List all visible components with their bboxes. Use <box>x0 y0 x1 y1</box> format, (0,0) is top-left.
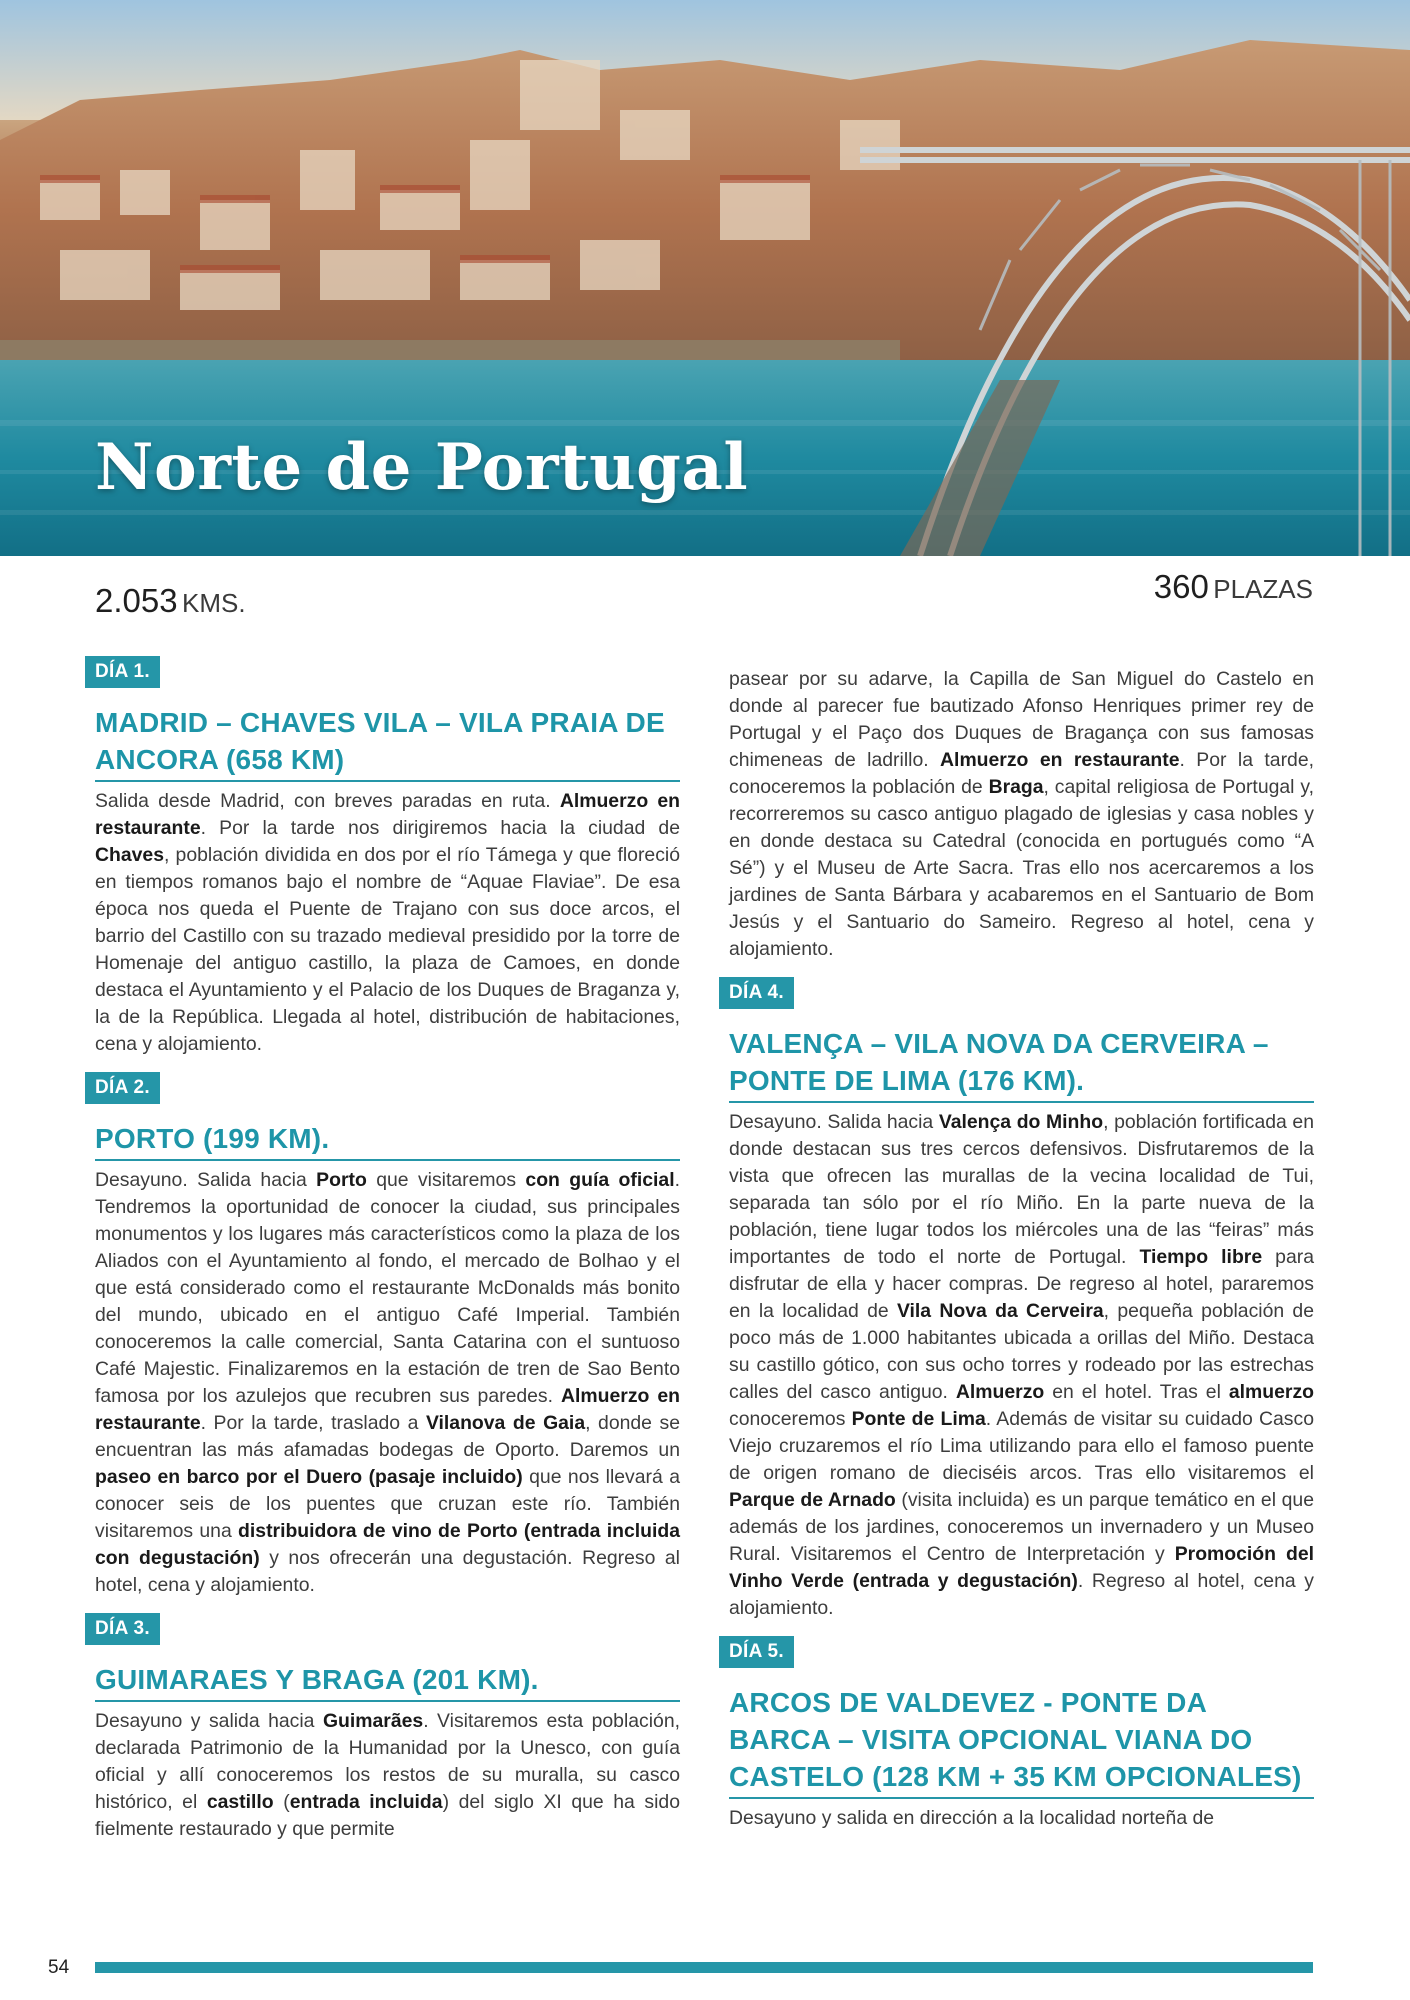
distance-value: 2.053 <box>95 582 178 619</box>
hero-banner <box>0 0 1410 556</box>
day-3-section <box>95 1613 680 1843</box>
bold-highlight: Vila Nova da Cerveira <box>896 1300 1104 1322</box>
bold-highlight: distribuidora de vino de Porto (entrada incluida con degustación) <box>95 1520 680 1569</box>
seats-value: 360 <box>1153 568 1209 605</box>
bold-highlight: Chaves <box>95 844 164 866</box>
day-2-description: Desayuno. Salida hacia Porto que visitaremos con guía oficial. Tendremos la oportunidad de conocer la ciudad, sus principales monumentos y los lugares más característicos como la plaza de los Aliados con el Ayuntamiento al fondo, el mercado de Bolhao y el que está considerado como el restaurante McDonalds más bonito del mundo, ubicado en el antiguo Café Imperial. También conoceremos la calle comercial, Santa Catarina con el suntuoso Café Majestic. Finalizaremos en la estación de tren de Sao Bento famosa por los azulejos que recubren sus paredes. Almuerzo en restaurante. Por la tarde, traslado a Vilanova de Gaia, donde se encuentran las más afamadas bodegas de Oporto. Daremos un paseo en barco por el Duero (pasaje incluido) que nos llevará a conocer seis de los puentes que cruzan este río. También visitaremos una distribuidora de vino de Porto (entrada incluida con degustación) y nos ofrecerán una degustación. Regreso al hotel, cena y alojamiento. <box>95 1169 680 1596</box>
day-5-badge: DÍA 5. <box>719 1636 794 1668</box>
day-4-badge: DÍA 4. <box>719 977 794 1009</box>
bold-highlight: Valença do Minho <box>938 1111 1104 1133</box>
bold-highlight: castillo <box>206 1791 274 1813</box>
itinerary-left-column <box>95 656 680 1857</box>
distance-stat <box>95 582 246 620</box>
bold-highlight: Guimarães <box>322 1710 424 1732</box>
bold-highlight: Porto <box>316 1169 367 1191</box>
distance-unit: KMS. <box>182 588 246 618</box>
page-title: Norte de Portugal <box>95 430 749 505</box>
day-1-description: Salida desde Madrid, con breves paradas en ruta. Almuerzo en restaurante. Por la tarde nos dirigiremos hacia la ciudad de Chaves, población dividida en dos por el río Támega y que floreció en tiempos romanos bajo el nombre de “Aquae Flaviae”. De esa época nos queda el Puente de Trajano con sus doce arcos, el barrio del Castillo con su trazado medieval presidido por la torre de Homenaje del antiguo castillo, la plaza de Camoes, en donde destaca el Ayuntamiento y el Palacio de los Duques de Braganza y, la de la República. Llegada al hotel, distribución de habitaciones, cena y alojamiento. <box>95 790 680 1055</box>
day-5-title: ARCOS DE VALDEVEZ - PONTE DA BARCA – VISITA OPCIONAL VIANA DO CASTELO (128 KM + 35 KM OPCIONALES) <box>729 1684 1314 1799</box>
bold-highlight: Vilanova de Gaia <box>425 1412 586 1434</box>
seats-stat <box>1154 568 1313 606</box>
bold-highlight: Ponte de Lima <box>851 1408 986 1430</box>
bold-highlight: Braga <box>988 776 1044 798</box>
day-4-title: VALENÇA – VILA NOVA DA CERVEIRA – PONTE DE LIMA (176 KM). <box>729 1025 1314 1103</box>
day-5-description: Desayuno y salida en dirección a la localidad norteña de <box>729 1807 1215 1829</box>
day-3-badge: DÍA 3. <box>85 1613 160 1645</box>
bold-highlight: Tiempo libre <box>1139 1246 1263 1268</box>
day-2-badge: DÍA 2. <box>85 1072 160 1104</box>
day-3-description: Desayuno y salida hacia Guimarães. Visitaremos esta población, declarada Patrimonio de la Humanidad por la Unesco, con guía oficial y allí conoceremos los restos de su muralla, su casco histórico, el castillo (entrada incluida) del siglo XI que ha sido fielmente restaurado y que permite <box>95 1710 680 1840</box>
page-number: 54 <box>48 1957 70 1978</box>
bold-highlight: Promoción del Vinho Verde (entrada y degustación) <box>729 1543 1314 1592</box>
day-1-title: MADRID – CHAVES VILA – VILA PRAIA DE ANCORA (658 KM) <box>95 704 680 782</box>
bold-highlight: con guía oficial <box>525 1169 675 1191</box>
day-2-title: PORTO (199 KM). <box>95 1120 680 1161</box>
day-3-description-continued: pasear por su adarve, la Capilla de San Miguel do Castelo en donde al parecer fue bautizado Afonso Henriques primer rey de Portugal y el Paço dos Duques de Bragança con sus famosas chimeneas de ladrillo. Almuerzo en restaurante. Por la tarde, conoceremos la población de Braga, capital religiosa de Portugal y, recorreremos su casco antiguo plagado de iglesias y casa nobles y en donde destaca su Catedral (conocida en portugués como “A Sé”) y el Museu de Arte Sacra. Tras ello nos acercaremos a los jardines de Santa Bárbara y acabaremos en el Santuario de Bom Jesús y el Santuario do Sameiro. Regreso al hotel, cena y alojamiento. <box>729 668 1314 960</box>
bold-highlight: Parque de Arnado <box>729 1489 896 1511</box>
itinerary-right-column <box>729 666 1314 1846</box>
bold-highlight: Almuerzo <box>955 1381 1045 1403</box>
bold-highlight: Almuerzo en restaurante <box>95 790 680 839</box>
footer-accent-bar <box>95 1962 1313 1973</box>
seats-unit: PLAZAS <box>1213 574 1313 604</box>
day-4-description: Desayuno. Salida hacia Valença do Minho, población fortificada en donde destacan sus tres cercos defensivos. Disfrutaremos de la vista que ofrecen las murallas de la vecina localidad de Tui, separada tan sólo por el río Miño. En la parte nueva de la población, tiene lugar todos los miércoles una de las “feiras” más importantes de todo el norte de Portugal. Tiempo libre para disfrutar de ella y hacer compras. De regreso al hotel, pararemos en la localidad de Vila Nova da Cerveira, pequeña población de poco más de 1.000 habitantes ubicada a orillas del Miño. Destaca su castillo gótico, con sus ocho torres y rodeado por las estrechas calles del casco antiguo. Almuerzo en el hotel. Tras el almuerzo conoceremos Ponte de Lima. Además de visitar su cuidado Casco Viejo cruzaremos el río Lima utilizando para ello el famoso puente de origen romano de dieciséis arcos. Tras ello visitaremos el Parque de Arnado (visita incluida) es un parque temático en el que además de los jardines, conoceremos un invernadero y un Museo Rural. Visitaremos el Centro de Interpretación y Promoción del Vinho Verde (entrada y degustación). Regreso al hotel, cena y alojamiento. <box>729 1111 1315 1619</box>
day-3-title: GUIMARAES Y BRAGA (201 KM). <box>95 1661 680 1702</box>
day-1-badge: DÍA 1. <box>85 656 160 688</box>
bold-highlight: paseo en barco por el Duero (pasaje incluido) <box>95 1466 523 1488</box>
day-2-section <box>95 1072 680 1599</box>
bold-highlight: Almuerzo en restaurante <box>940 749 1180 771</box>
bold-highlight: Almuerzo en restaurante <box>95 1385 680 1434</box>
day-1-section <box>95 656 680 1058</box>
day-4-section <box>729 977 1314 1622</box>
bold-highlight: almuerzo <box>1228 1381 1314 1403</box>
day-5-section <box>729 1636 1314 1832</box>
bold-highlight: entrada incluida <box>289 1791 443 1813</box>
